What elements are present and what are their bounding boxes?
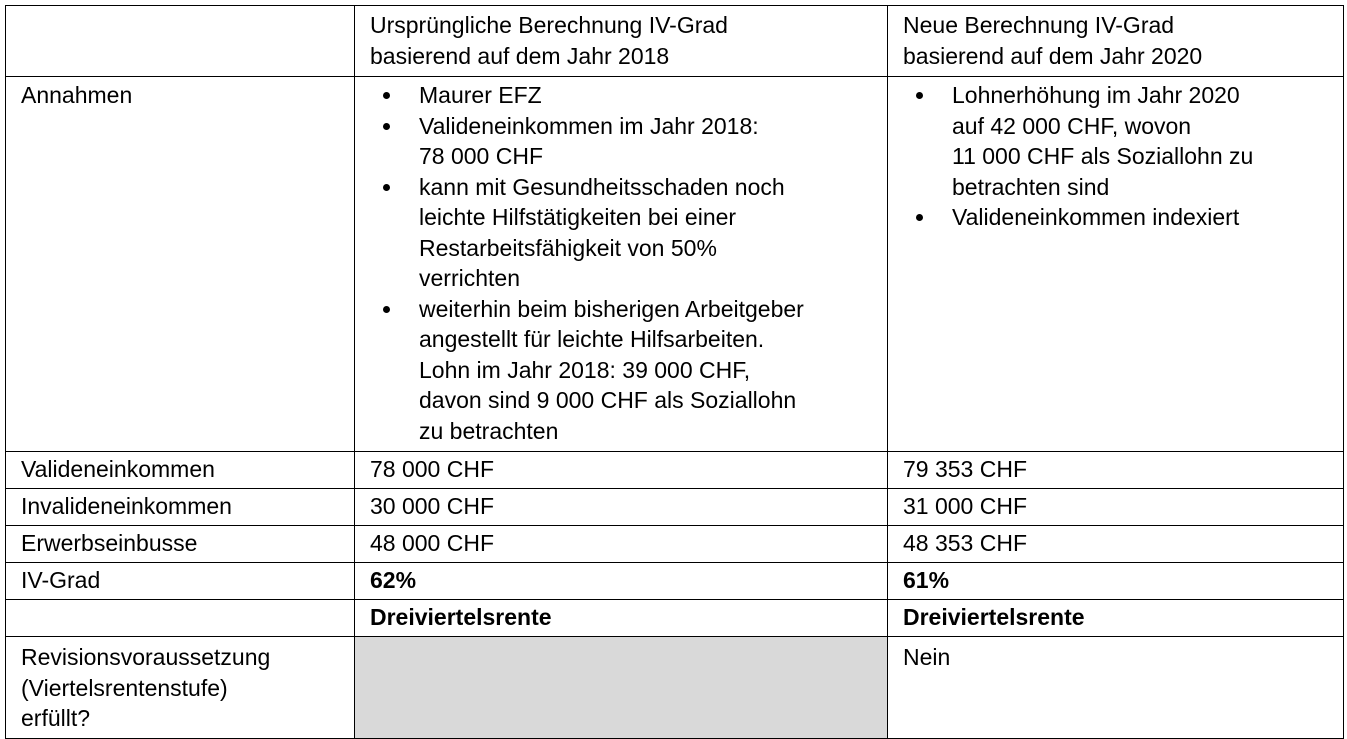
header-empty-cell (6, 6, 355, 77)
annahmen-new-list (903, 80, 1328, 233)
annahmen-label: Annahmen (6, 77, 355, 452)
bullet-icon (383, 306, 390, 313)
valideneinkommen-row (6, 452, 1344, 489)
annahmen-original-item-line: leichte Hilfstätigkeiten bei einer (419, 204, 737, 230)
iv-grad-original: 62% (355, 563, 888, 600)
annahmen-new-item-line: 11 000 CHF als Soziallohn zu (952, 143, 1254, 169)
header-new-line1: Neue Berechnung IV-Grad (903, 12, 1175, 38)
valideneinkommen-label: Valideneinkommen (6, 452, 355, 489)
header-original-line2: basierend auf dem Jahr 2018 (370, 42, 670, 69)
annahmen-new-item-line: auf 42 000 CHF, wovon (952, 112, 1192, 139)
valideneinkommen-original: 78 000 CHF (355, 452, 888, 489)
bullet-icon (383, 123, 390, 130)
annahmen-original-item-line: Valideneinkommen im Jahr 2018: (419, 112, 759, 139)
rente-label (6, 600, 355, 637)
rente-new: Dreiviertelsrente (888, 600, 1344, 637)
erwerbseinbusse-new: 48 353 CHF (888, 526, 1344, 563)
valideneinkommen-new: 79 353 CHF (888, 452, 1344, 489)
header-original-line1: Ursprüngliche Berechnung IV-Grad (370, 12, 728, 38)
bullet-icon (383, 92, 390, 99)
bullet-icon (916, 92, 923, 99)
revision-label-line2: (Viertelsrentenstufe) (21, 674, 228, 701)
revision-new: Nein (888, 637, 1344, 739)
bullet-icon (916, 214, 923, 221)
invalideneinkommen-row (6, 489, 1344, 526)
annahmen-new-item (903, 202, 1328, 233)
erwerbseinbusse-label: Erwerbseinbusse (6, 526, 355, 563)
invalideneinkommen-label: Invalideneinkommen (6, 489, 355, 526)
annahmen-original-item-line: 78 000 CHF (419, 143, 544, 169)
header-row (6, 6, 1344, 77)
revision-row (6, 637, 1344, 739)
annahmen-original-item-line: weiterhin beim bisherigen Arbeitgeber (419, 295, 804, 322)
revision-label-line3: erfüllt? (21, 705, 91, 731)
invalideneinkommen-original: 30 000 CHF (355, 489, 888, 526)
annahmen-new-item-line: Lohnerhöhung im Jahr 2020 (952, 82, 1240, 108)
header-new-line2: basierend auf dem Jahr 2020 (903, 42, 1203, 69)
iv-grad-label: IV-Grad (6, 563, 355, 600)
annahmen-original-item-line: zu betrachten (419, 417, 559, 444)
annahmen-original-item (370, 294, 872, 447)
annahmen-new-item (903, 80, 1328, 202)
annahmen-new-cell (888, 77, 1344, 452)
rente-row (6, 600, 1344, 637)
annahmen-row (6, 77, 1344, 452)
annahmen-original-cell (355, 77, 888, 452)
iv-grad-row (6, 563, 1344, 600)
annahmen-original-item-line: Restarbeitsfähigkeit von 50% (419, 234, 717, 261)
annahmen-original-item-line: verrichten (419, 265, 520, 291)
annahmen-new-item-line: Valideneinkommen indexiert (952, 204, 1240, 230)
revision-label-line1: Revisionsvoraussetzung (21, 644, 271, 670)
revision-label (6, 637, 355, 739)
annahmen-original-item (370, 111, 872, 172)
annahmen-original-list (370, 80, 872, 446)
annahmen-original-item-line: angestellt für leichte Hilfsarbeiten. (419, 326, 765, 352)
iv-grad-comparison-table (5, 5, 1344, 739)
invalideneinkommen-new: 31 000 CHF (888, 489, 1344, 526)
erwerbseinbusse-original: 48 000 CHF (355, 526, 888, 563)
annahmen-original-item-line: Lohn im Jahr 2018: 39 000 CHF, (419, 356, 751, 383)
annahmen-original-item-line: davon sind 9 000 CHF als Soziallohn (419, 387, 797, 413)
erwerbseinbusse-row (6, 526, 1344, 563)
annahmen-original-item (370, 80, 872, 111)
revision-original-shaded (355, 637, 888, 739)
iv-grad-new: 61% (888, 563, 1344, 600)
bullet-icon (383, 184, 390, 191)
annahmen-original-item-line: Maurer EFZ (419, 82, 542, 108)
annahmen-original-item-line: kann mit Gesundheitsschaden noch (419, 173, 785, 200)
rente-original: Dreiviertelsrente (355, 600, 888, 637)
annahmen-new-item-line: betrachten sind (952, 173, 1110, 200)
header-original-calculation (355, 6, 888, 77)
header-new-calculation (888, 6, 1344, 77)
annahmen-original-item (370, 172, 872, 294)
